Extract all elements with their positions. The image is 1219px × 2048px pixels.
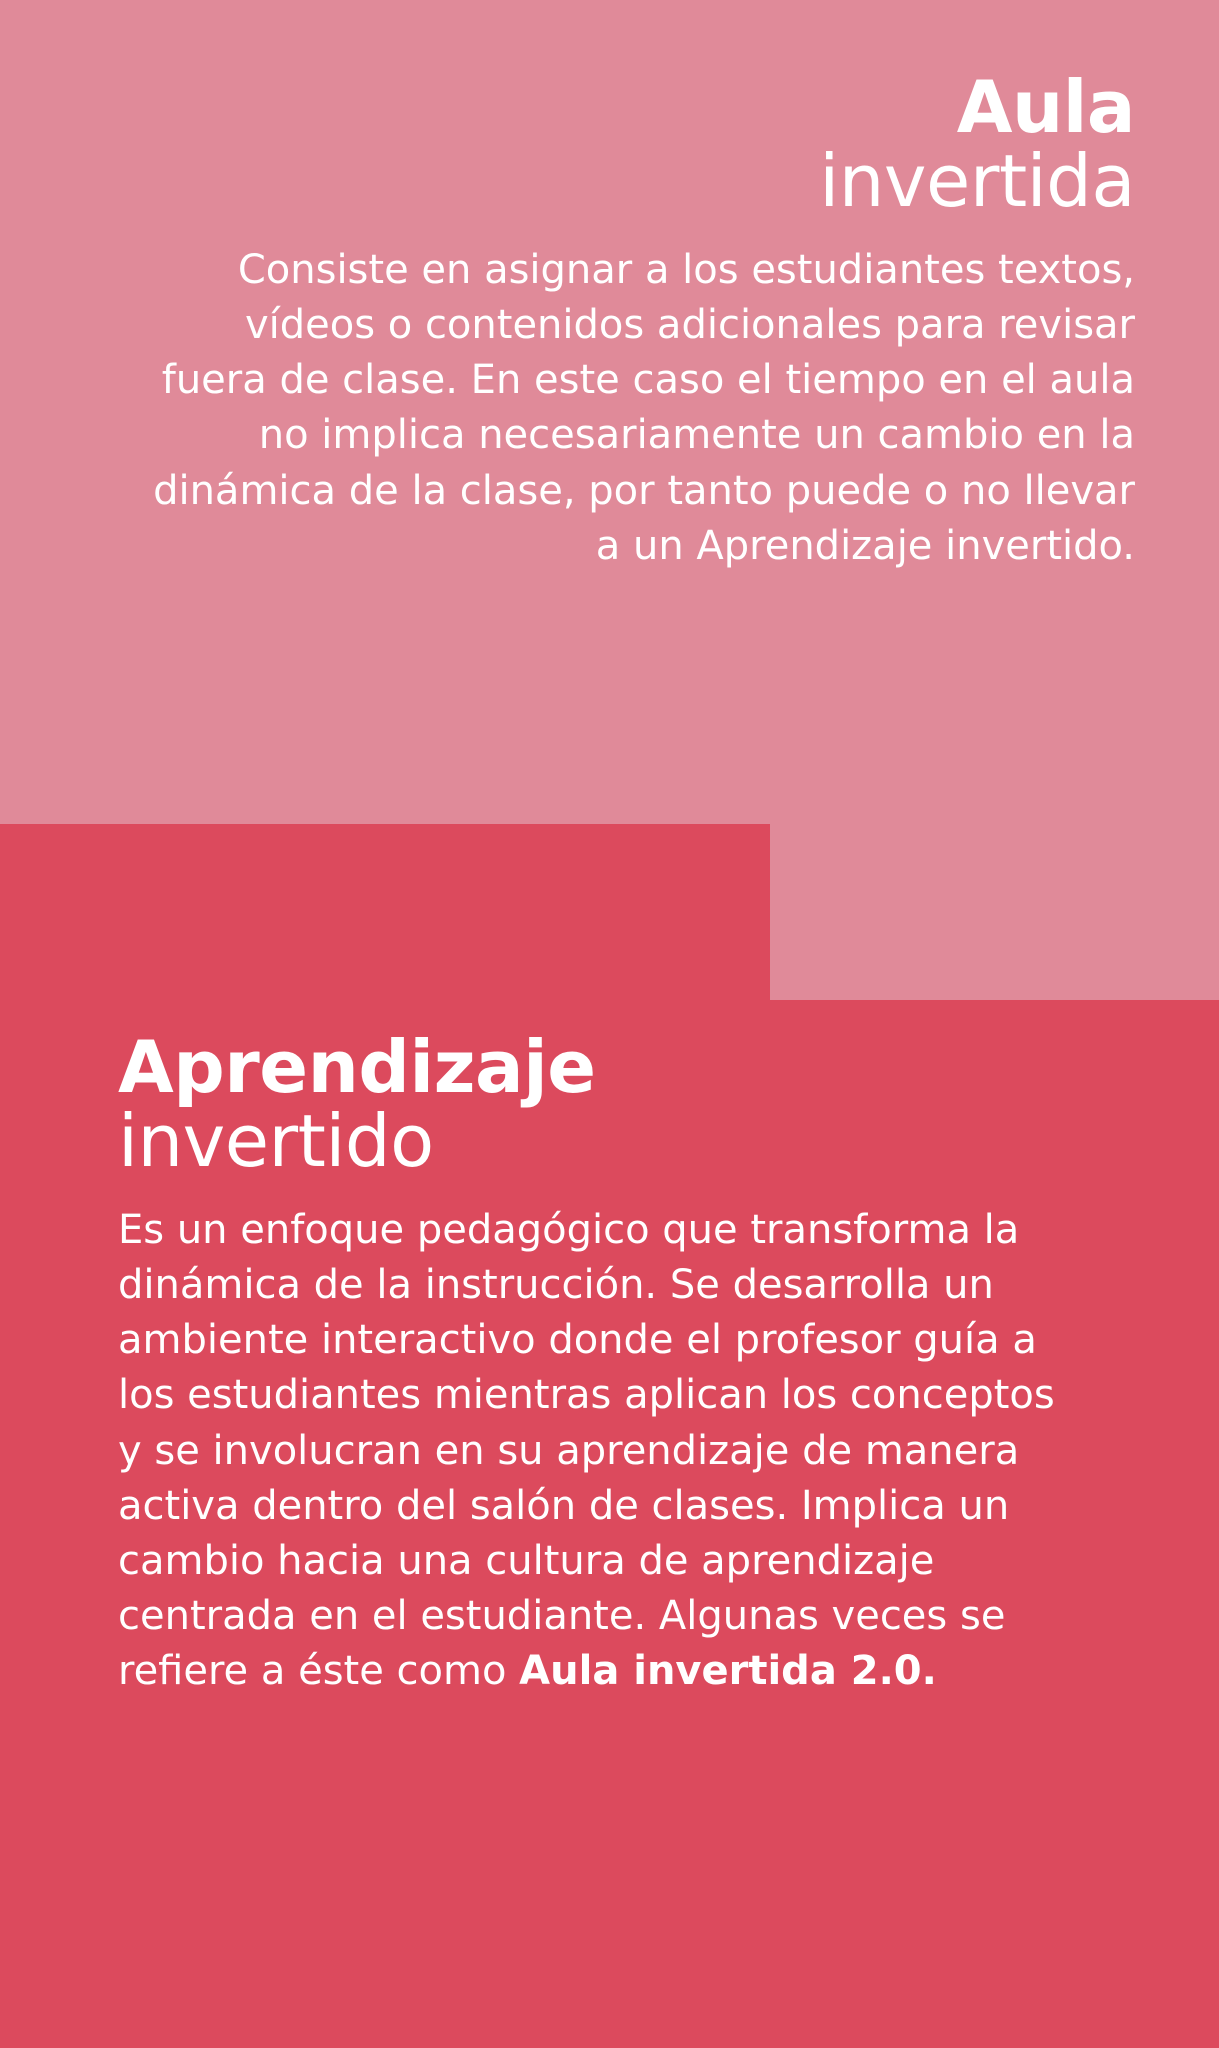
aprendizaje-invertido-body-emphasis: Aula invertida 2.0. bbox=[519, 1648, 937, 1695]
section-aprendizaje-invertido-content bbox=[118, 1025, 1118, 1700]
aprendizaje-invertido-body bbox=[118, 1203, 1078, 1700]
aprendizaje-invertido-body-text: Es un enfoque pedagógico que transforma la dinámica de la instrucción. Se desarrolla un ambiente interactivo donde el profesor guía a los estudiantes mientras aplican los conceptos y se involucran en su aprendizaje de manera activa dentro del salón de clases. Implica un cambio hacia una cultura de aprendizaje centrada en el estudiante. Algunas veces se refiere a éste como bbox=[118, 1206, 1055, 1695]
aula-invertida-body: Consiste en asignar a los estudiantes textos, vídeos o contenidos adicionales para revisar fuera de clase. En este caso el tiempo en el aula no implica necesariamente un cambio en la dinámica de la clase, por tanto puede o no llevar a un Aprendizaje invertido. bbox=[153, 246, 1135, 569]
aprendizaje-invertido-title-light: invertido bbox=[118, 1098, 434, 1183]
section-aula-invertida-content bbox=[135, 65, 1135, 574]
section-aula-invertida-panel bbox=[0, 0, 1219, 824]
aprendizaje-invertido-title-bold: Aprendizaje bbox=[118, 1025, 596, 1109]
aula-invertida-title-light: invertida bbox=[819, 138, 1135, 223]
aula-invertida-title-bold: Aula bbox=[956, 65, 1135, 149]
decorative-notch bbox=[770, 824, 1219, 1000]
